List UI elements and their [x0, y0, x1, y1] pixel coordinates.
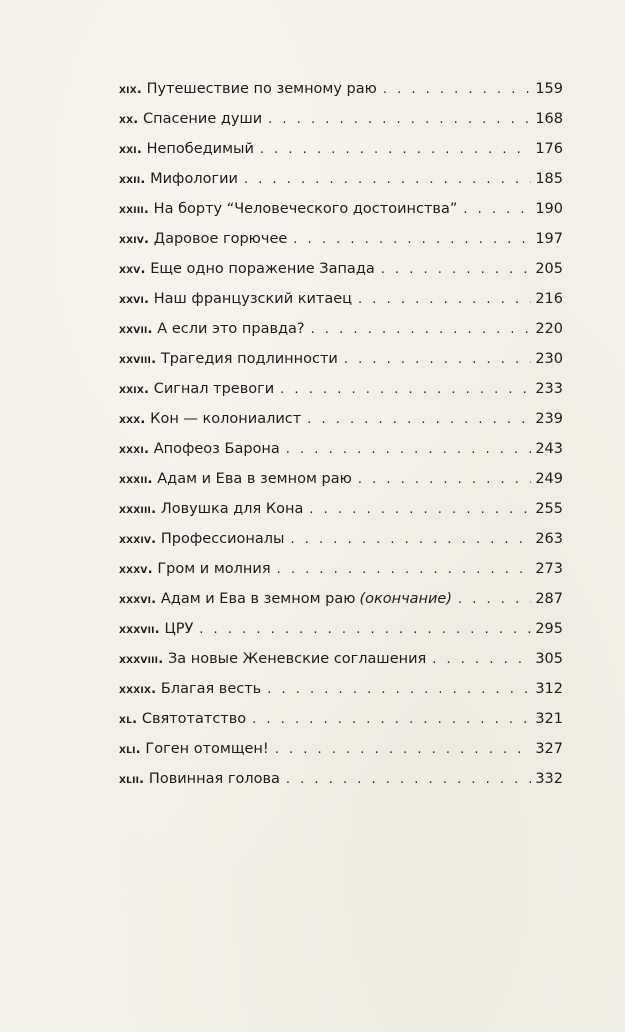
page-number: 220 — [535, 321, 563, 337]
chapter-title: Сигнал тревоги — [153, 381, 275, 397]
page-number: 176 — [535, 141, 563, 157]
chapter-number: xix. — [119, 82, 142, 97]
dot-leader — [267, 675, 531, 705]
toc-entry — [119, 704, 563, 734]
page-number: 197 — [535, 231, 563, 247]
chapter-number: xxx. — [119, 412, 146, 427]
page-number: 159 — [535, 81, 563, 97]
toc-entry — [119, 554, 563, 584]
dot-leader — [244, 165, 531, 195]
chapter-number: xxxv. — [119, 562, 153, 577]
page-number: 233 — [535, 381, 563, 397]
dot-leader — [291, 525, 532, 555]
chapter-number: xxxvii. — [119, 622, 160, 637]
chapter-title: Даровое горючее — [153, 231, 288, 247]
toc-entry — [119, 344, 563, 374]
toc-entry — [119, 134, 563, 164]
page-number: 295 — [535, 621, 563, 637]
chapter-number: xxvii. — [119, 322, 153, 337]
chapter-number: xxiii. — [119, 202, 150, 217]
chapter-number: xlii. — [119, 772, 145, 787]
chapter-number: xxxiv. — [119, 532, 157, 547]
page-number: 205 — [535, 261, 563, 277]
chapter-number: xxxii. — [119, 472, 153, 487]
chapter-number: xxxi. — [119, 442, 150, 457]
dot-leader — [383, 75, 531, 105]
toc-entry — [119, 674, 563, 704]
dot-leader — [458, 585, 531, 615]
page-number: 321 — [535, 711, 563, 727]
chapter-title: Профессионалы — [160, 531, 285, 547]
page-number: 255 — [535, 501, 563, 517]
table-of-contents — [119, 74, 563, 794]
chapter-number: xxiv. — [119, 232, 150, 247]
chapter-number: xxviii. — [119, 352, 157, 367]
chapter-title: На борту “Человеческого достоинства” — [153, 201, 458, 217]
chapter-title: Святотатство — [141, 711, 247, 727]
toc-entry — [119, 584, 563, 614]
toc-entry — [119, 224, 563, 254]
chapter-title: Спасение души — [143, 111, 263, 127]
chapter-title: ЦРУ — [164, 621, 194, 637]
chapter-title: Адам и Ева в земном раю — [157, 471, 352, 487]
dot-leader — [268, 105, 531, 135]
chapter-title: Гоген отомщен! — [145, 741, 269, 757]
page-number: 263 — [535, 531, 563, 547]
chapter-title: Еще одно поражение Запада — [150, 261, 375, 277]
dot-leader — [277, 555, 532, 585]
toc-entry — [119, 614, 563, 644]
dot-leader — [463, 195, 531, 225]
toc-entry — [119, 464, 563, 494]
toc-entry — [119, 734, 563, 764]
chapter-number: xxxix. — [119, 682, 157, 697]
dot-leader — [307, 405, 531, 435]
page-number: 243 — [535, 441, 563, 457]
chapter-title: Благая весть — [160, 681, 262, 697]
dot-leader — [199, 615, 531, 645]
toc-entry — [119, 644, 563, 674]
chapter-title: Путешествие по земному раю — [146, 81, 377, 97]
toc-entry — [119, 194, 563, 224]
chapter-title: А если это правда? — [157, 321, 305, 337]
dot-leader — [275, 735, 532, 765]
chapter-title: За новые Женевские соглашения — [167, 651, 427, 667]
dot-leader — [252, 705, 531, 735]
toc-entry — [119, 434, 563, 464]
chapter-number: xxxvi. — [119, 592, 157, 607]
dot-leader — [286, 765, 531, 795]
chapter-title: Ловушка для Кона — [160, 501, 304, 517]
page-number: 216 — [535, 291, 563, 307]
dot-leader — [358, 285, 531, 315]
chapter-title: Мифологии — [150, 171, 238, 187]
page-number: 190 — [535, 201, 563, 217]
chapter-number: xxv. — [119, 262, 146, 277]
dot-leader — [344, 345, 531, 375]
dot-leader — [286, 435, 532, 465]
page-number: 332 — [535, 771, 563, 787]
page-number: 312 — [535, 681, 563, 697]
chapter-number: xx. — [119, 112, 139, 127]
toc-entry — [119, 314, 563, 344]
chapter-number: xl. — [119, 712, 138, 727]
page-number: 230 — [535, 351, 563, 367]
dot-leader — [381, 255, 532, 285]
chapter-number: xxii. — [119, 172, 146, 187]
chapter-title: Трагедия подлинности — [160, 351, 338, 367]
dot-leader — [309, 495, 531, 525]
chapter-number: xxvi. — [119, 292, 150, 307]
page-number: 168 — [535, 111, 563, 127]
toc-entry — [119, 374, 563, 404]
toc-entry — [119, 254, 563, 284]
dot-leader — [280, 375, 531, 405]
page-number: 327 — [535, 741, 563, 757]
page-number: 185 — [535, 171, 563, 187]
chapter-title: Наш французский китаец — [153, 291, 353, 307]
chapter-number: xxi. — [119, 142, 142, 157]
dot-leader — [311, 315, 532, 345]
chapter-title-italic: (окончание) — [359, 591, 453, 607]
chapter-title: Апофеоз Барона — [153, 441, 280, 457]
toc-entry — [119, 74, 563, 104]
chapter-number: xxix. — [119, 382, 150, 397]
chapter-title: Кон — колониалист — [150, 411, 302, 427]
page-number: 273 — [535, 561, 563, 577]
dot-leader — [432, 645, 531, 675]
toc-entry — [119, 764, 563, 794]
chapter-number: xxxviii. — [119, 652, 164, 667]
toc-entry — [119, 404, 563, 434]
chapter-number: xxxiii. — [119, 502, 157, 517]
chapter-title: Гром и молния — [157, 561, 271, 577]
dot-leader — [260, 135, 531, 165]
toc-entry — [119, 104, 563, 134]
page-number: 287 — [535, 591, 563, 607]
chapter-number: xli. — [119, 742, 141, 757]
chapter-title: Непобедимый — [146, 141, 254, 157]
page-number: 305 — [535, 651, 563, 667]
chapter-title: Адам и Ева в земном раю — [160, 591, 356, 607]
page-number: 249 — [535, 471, 563, 487]
dot-leader — [358, 465, 532, 495]
dot-leader — [293, 225, 531, 255]
chapter-title: Повинная голова — [148, 771, 280, 787]
toc-entry — [119, 524, 563, 554]
toc-entry — [119, 164, 563, 194]
page-number: 239 — [535, 411, 563, 427]
toc-entry — [119, 284, 563, 314]
toc-entry — [119, 494, 563, 524]
